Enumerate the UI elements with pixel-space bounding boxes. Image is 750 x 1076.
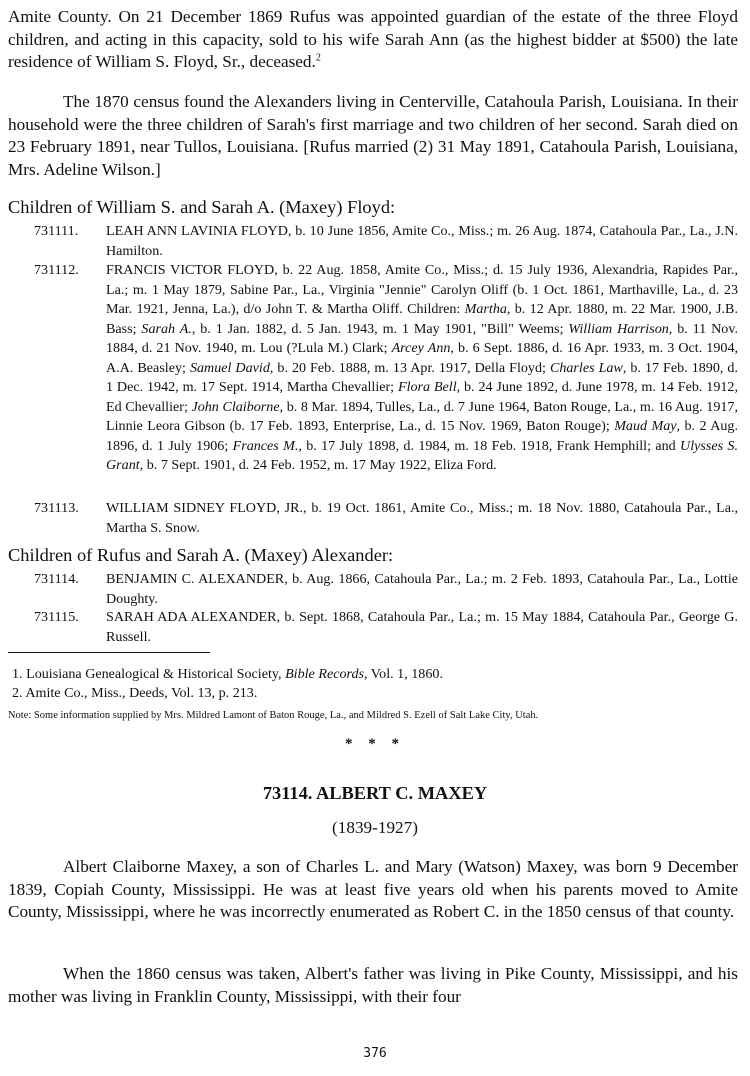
footnote-1: 1. Louisiana Genealogical & Historical Society, Bible Records, Vol. 1, 1860.: [12, 666, 443, 682]
alexander-children-heading: Children of Rufus and Sarah A. (Maxey) Alexander:: [8, 545, 394, 565]
entry-text-run: LEAH ANN LAVINIA FLOYD, b. 10 June 1856, Amite Co., Miss.; m. 26 Aug. 1874, Catahoula Par., La., J.N. Hamilton.: [106, 223, 738, 259]
footnote-2: 2. Amite Co., Miss., Deeds, Vol. 13, p. 213.: [12, 685, 258, 701]
footnote-ref: 2: [315, 52, 321, 64]
entry-number: 731115.: [34, 609, 79, 625]
entry-text-run: , b. 1 Jan. 1882, d. 5 Jan. 1943, m. 1 May 1901, "Bill" Weems;: [191, 320, 569, 337]
entry-text-run: , b. 11 Nov. 1884, d. 21 Nov. 1940, m. Lou (?Lula M.) Clark;: [106, 320, 738, 356]
child-name: Martha: [464, 301, 507, 317]
floyd-children-heading: Children of William S. and Sarah A. (Maxey) Floyd:: [8, 197, 396, 217]
entry-text-run: , b. 2 Aug. 1896, d. 1 July 1906;: [106, 418, 738, 454]
paragraph-albert-birth: Albert Claiborne Maxey, a son of Charles L. and Mary (Watson) Maxey, was born 9 December 1839, Copiah County, Mississippi. He was at least five years old when his parents moved to Amite County, Mississippi, where he was incorrectly enumerated as Robert C. in the 1850 census of that county.: [8, 857, 738, 921]
entry-text: [106, 499, 738, 538]
entry-text: [106, 222, 738, 261]
entry-text-run: , b. 20 Feb. 1888, m. 13 Apr. 1917, Della Floyd;: [269, 359, 550, 376]
entry-text: [106, 261, 738, 476]
child-name: Frances M.: [232, 437, 299, 454]
child-name: William Harrison: [568, 320, 669, 337]
entry-number: 731113.: [34, 500, 79, 516]
entry-number: 731111.: [34, 223, 79, 239]
paragraph-guardianship: Amite County. On 21 December 1869 Rufus was appointed guardian of the estate of the three Floyd children, and acting in this capacity, sold to his wife Sarah Ann (as the highest bidder at $500) the late residence of William S. Floyd, Sr., deceased.$^2$: [8, 7, 738, 71]
child-name: Ulysses S. Grant: [106, 437, 738, 473]
entry-number: 731114.: [34, 571, 79, 587]
entry-text-run: , b. 24 June 1892, d. June 1978, m. 14 Feb. 1912, Ed Chevallier;: [106, 379, 738, 415]
paragraph-1870-census: The 1870 census found the Alexanders living in Centerville, Catahoula Parish, Louisiana. In their household were the three children of Sarah's first marriage and two children of her second. Sarah died on 23 February 1891, near Tullos, Louisiana. [Rufus married (2) 31 May 1891, Catahoula Parish, Louisiana, Mrs. Adeline Wilson.]: [8, 92, 738, 179]
child-name: Samuel David: [189, 359, 270, 376]
child-name: Sarah A.: [141, 320, 192, 337]
child-name: Maud May: [614, 418, 677, 434]
child-entry-731115: [34, 608, 738, 647]
section-title: 73114. ALBERT C. MAXEY: [262, 783, 488, 803]
entry-text-run: , b. 6 Sept. 1886, d. 16 Apr. 1933, m. 3 Oct. 1904, A.A. Beasley;: [106, 340, 739, 376]
entry-text-run: FRANCIS VICTOR FLOYD, b. 22 Aug. 1858, Amite Co., Miss.; d. 15 July 1936, Alexandria, Rapides Par., La.; m. 1 May 1879, Sabine Par., La., Virginia "Jennie" Carolyn Oliff (b. 1 Oct. 1861, Marthaville, La., d. 23 Mar. 1921, Jenna, La.), d/o John T. & Martha Oliff. Children:: [106, 262, 738, 317]
entry-text-run: BENJAMIN C. ALEXANDER, b. Aug. 1866, Catahoula Par., La.; m. 2 Feb. 1893, Catahoula Par., La., Lottie Doughty.: [106, 571, 738, 607]
entry-text-run: , b. 8 Mar. 1894, Tulles, La., d. 7 June 1964, Baton Rouge, La., m. 16 Aug. 1917, Linnie Leora Gibson (b. 17 Feb. 1893, Enterprise, La., d. 15 Nov. 1969, Baton Rouge);: [106, 398, 738, 434]
entry-text-run: , b. 17 July 1898, d. 1984, m. 18 Feb. 1918, Frank Hemphill; and: [298, 437, 681, 454]
child-entry-731111: [34, 222, 738, 261]
entry-text-run: , b. 7 Sept. 1901, d. 24 Feb. 1952, m. 17 May 1922, Eliza Ford.: [139, 457, 497, 473]
child-name: Arcey Ann: [391, 340, 451, 356]
page-number: 376: [363, 1046, 387, 1061]
paragraph-1860-census: When the 1860 census was taken, Albert's father was living in Pike County, Mississippi, and his mother was living in Franklin County, Mississippi, with their four: [8, 964, 738, 1006]
entry-text-run: WILLIAM SIDNEY FLOYD, JR., b. 19 Oct. 1861, Amite Co., Miss.; m. 18 Nov. 1880, Catahoula Par., La., Martha S. Snow.: [106, 500, 738, 536]
information-note: Note: Some information supplied by Mrs. Mildred Lamont of Baton Rouge, La., and Mildred S. Ezell of Salt Lake City, Utah.: [8, 710, 539, 721]
entry-number: 731112.: [34, 262, 79, 278]
entry-text-run: SARAH ADA ALEXANDER, b. Sept. 1868, Catahoula Par., La.; m. 15 May 1884, Catahoula Par., George G. Russell.: [106, 609, 738, 645]
child-name: Charles Law: [549, 359, 623, 376]
entry-text-run: , b. 17 Feb. 1890, d. 1 Dec. 1942, m. 17 Sept. 1914, Martha Chevallier;: [106, 359, 738, 395]
child-entry-731114: [34, 570, 738, 609]
footnote-divider: [8, 652, 210, 653]
entry-text: [106, 570, 738, 609]
child-name: John Claiborne: [191, 398, 280, 415]
section-dates: (1839-1927): [332, 818, 418, 837]
child-entry-731112: [34, 261, 738, 476]
entry-text-run: , b. 12 Apr. 1880, m. 22 Mar. 1900, J.B. Bass;: [106, 301, 738, 337]
section-separator: * * *: [345, 736, 405, 752]
entry-text: [106, 608, 738, 647]
child-entry-731113: [34, 499, 738, 538]
child-name: Flora Bell: [397, 379, 457, 395]
